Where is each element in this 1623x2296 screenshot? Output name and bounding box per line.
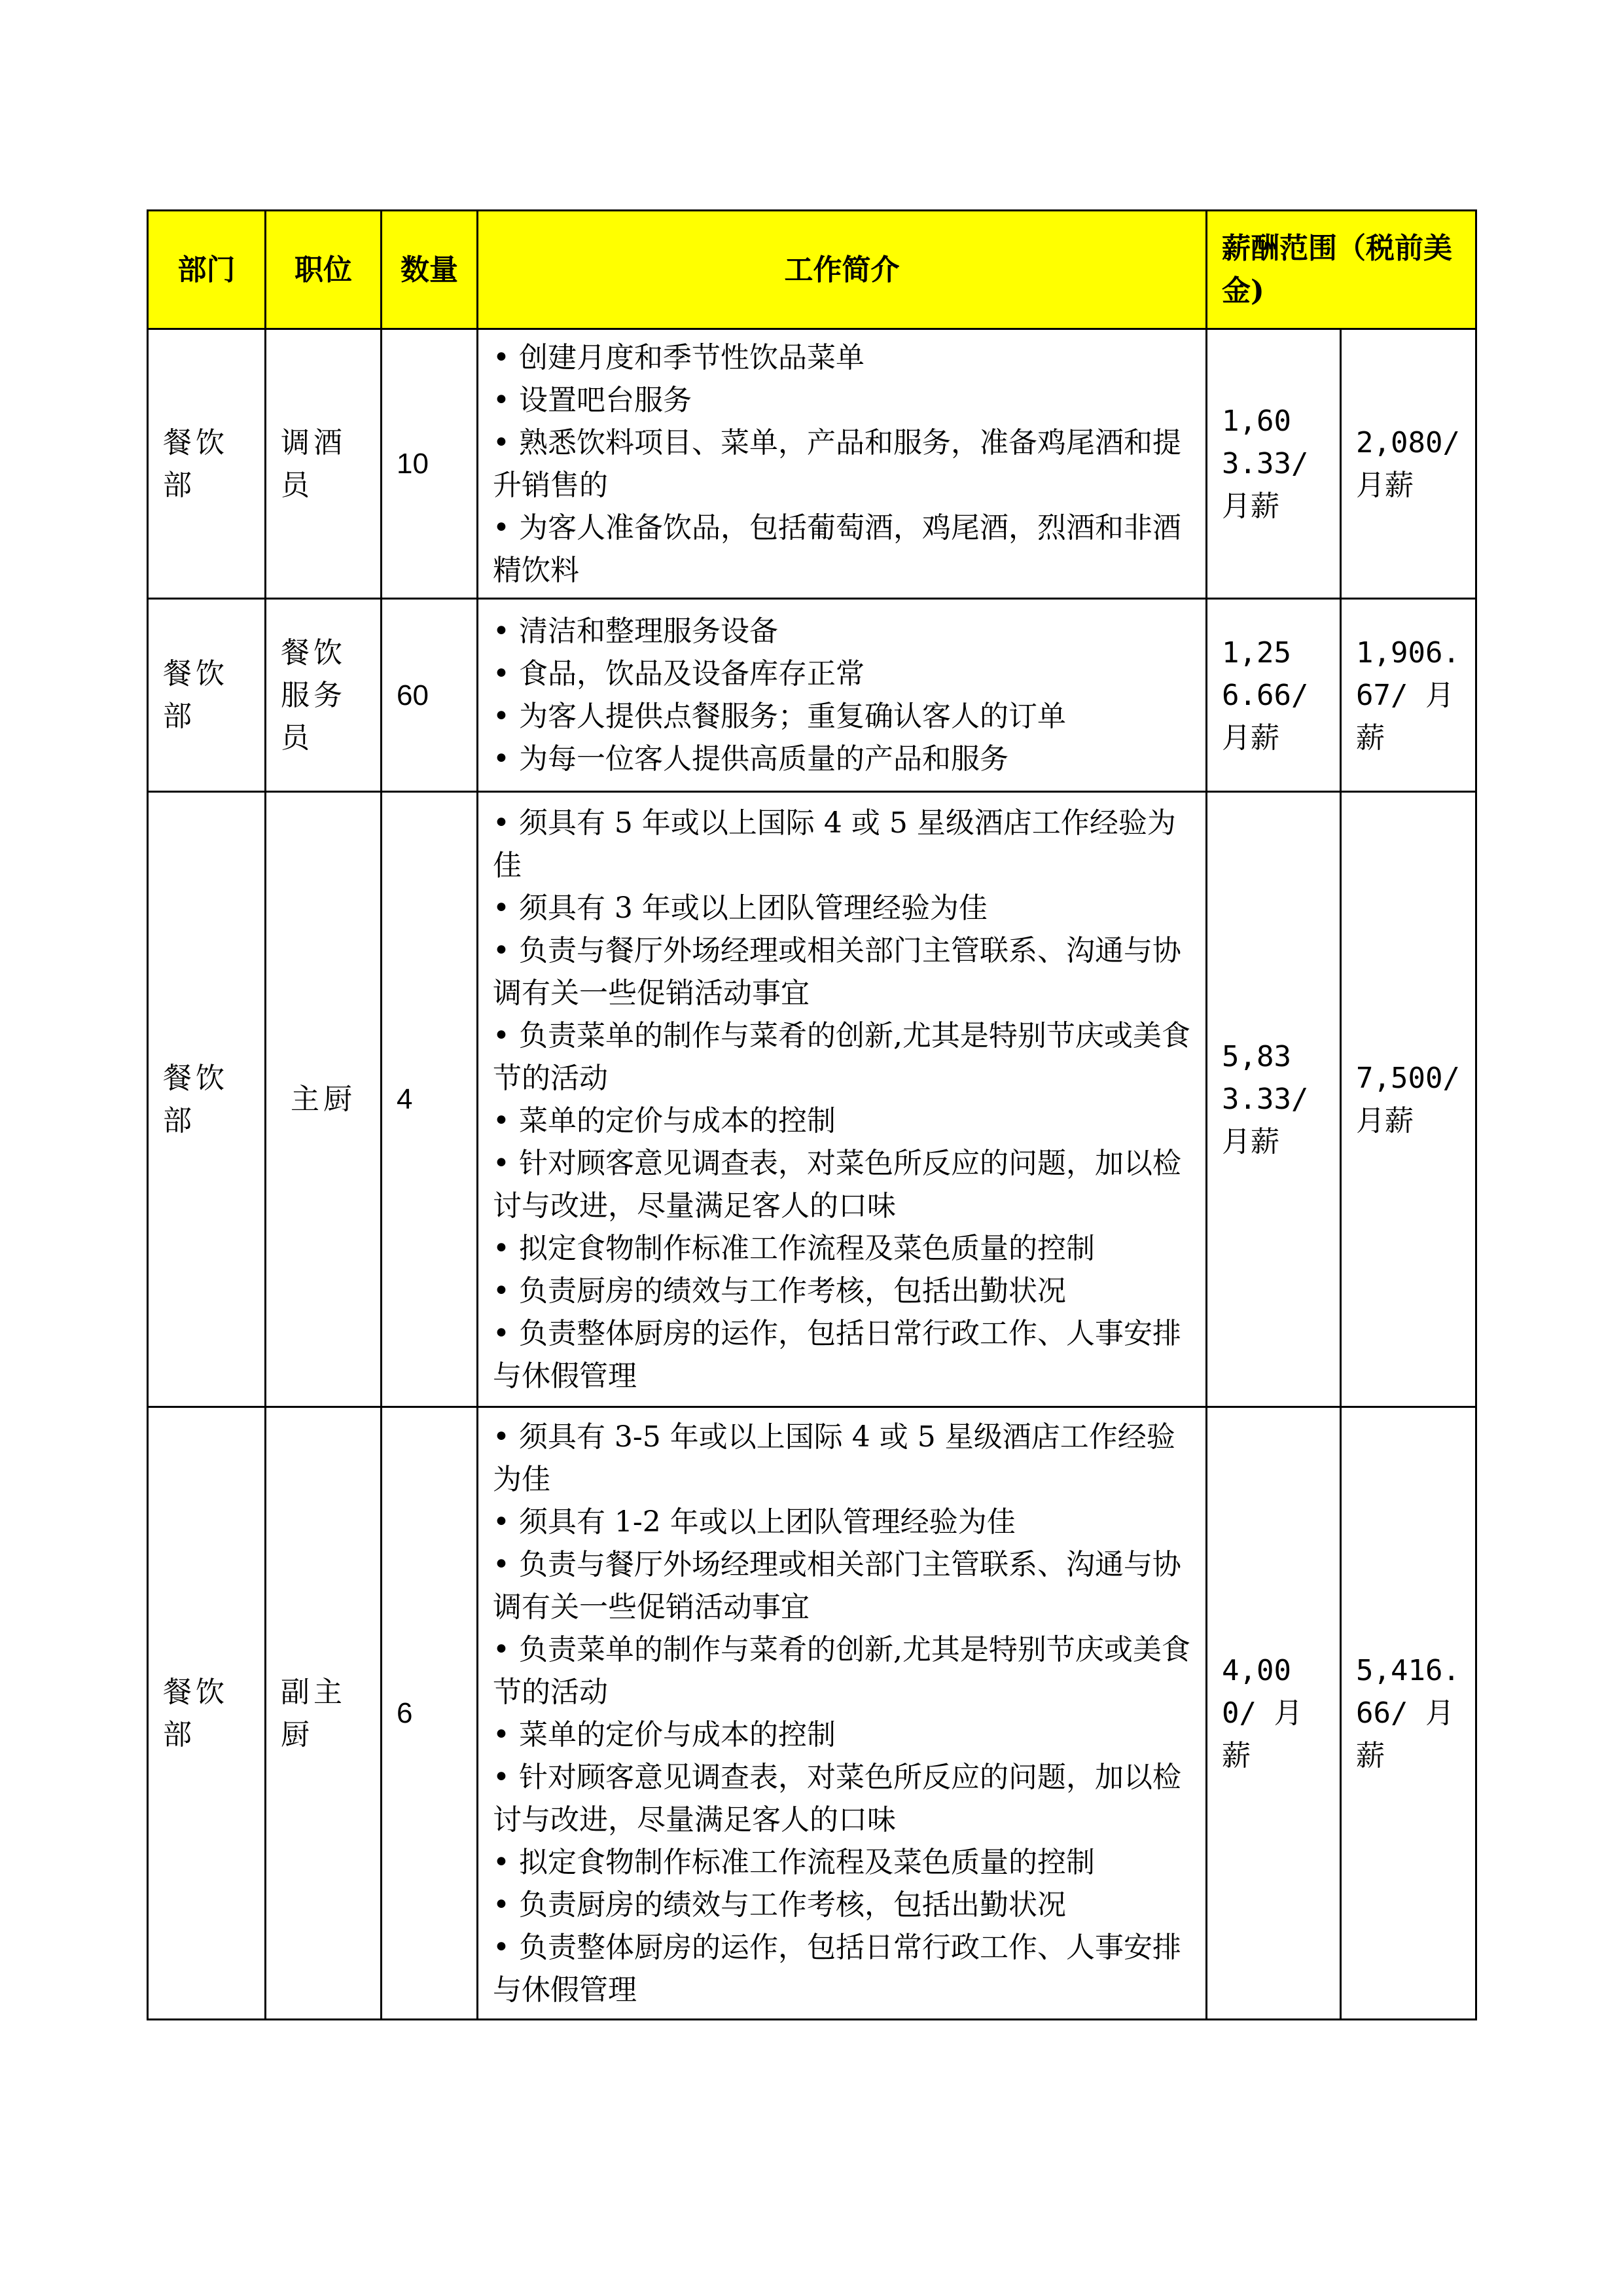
description-line: • 负责整体厨房的运作，包括日常行政工作、人事安排与休假管理 bbox=[493, 1930, 1181, 2007]
description-line: • 须具有 3-5 年或以上国际 4 或 5 星级酒店工作经验为佳 bbox=[493, 1420, 1175, 1496]
table-row bbox=[148, 329, 1476, 599]
description-line: • 拟定食物制作标准工作流程及菜色质量的控制 bbox=[493, 1845, 1095, 1879]
row-salary-max: 7,500/ 月薪 bbox=[1341, 792, 1476, 1407]
description-line: • 负责与餐厅外场经理或相关部门主管联系、沟通与协调有关一些促销活动事宜 bbox=[493, 933, 1181, 1010]
row-salary-min: 1,603.33/ 月薪 bbox=[1207, 329, 1341, 599]
description-line: • 须具有 1-2 年或以上团队管理经验为佳 bbox=[493, 1505, 1016, 1539]
row-salary-min: 1,256.66/ 月薪 bbox=[1207, 599, 1341, 792]
row-dept: 餐饮部 bbox=[148, 599, 266, 792]
row-dept: 餐饮部 bbox=[148, 329, 266, 599]
row-salary-max: 1,906.67/ 月薪 bbox=[1341, 599, 1476, 792]
row-position: 主厨 bbox=[266, 792, 382, 1407]
description-line: • 创建月度和季节性饮品菜单 bbox=[493, 340, 865, 374]
description-line: • 清洁和整理服务设备 bbox=[493, 615, 778, 648]
header-dept: 部门 bbox=[148, 211, 266, 329]
row-salary-min: 5,833.33/ 月薪 bbox=[1207, 792, 1341, 1407]
description-line: • 菜单的定价与成本的控制 bbox=[493, 1103, 836, 1138]
row-position: 副主厨 bbox=[266, 1407, 382, 2020]
description-line: • 拟定食物制作标准工作流程及菜色质量的控制 bbox=[493, 1231, 1095, 1265]
header-position: 职位 bbox=[266, 211, 382, 329]
row-count: 10 bbox=[382, 329, 478, 599]
header-count: 数量 bbox=[382, 211, 478, 329]
row-count: 60 bbox=[382, 599, 478, 792]
row-description bbox=[478, 599, 1207, 792]
header-description: 工作简介 bbox=[478, 211, 1207, 329]
row-count: 4 bbox=[382, 792, 478, 1407]
description-line: • 负责菜单的制作与菜肴的创新,尤其是特别节庆或美食节的活动 bbox=[493, 1018, 1190, 1095]
description-line: • 设置吧台服务 bbox=[493, 383, 692, 417]
description-line: • 为客人提供点餐服务；重复确认客人的订单 bbox=[493, 700, 1066, 733]
description-line: • 须具有 5 年或以上国际 4 或 5 星级酒店工作经验为佳 bbox=[493, 806, 1176, 882]
header-row bbox=[148, 211, 1476, 329]
description-line: • 为每一位客人提供高质量的产品和服务 bbox=[493, 742, 1008, 776]
description-line: • 负责整体厨房的运作，包括日常行政工作、人事安排与休假管理 bbox=[493, 1316, 1181, 1393]
description-line: • 菜单的定价与成本的控制 bbox=[493, 1717, 836, 1751]
description-line: • 针对顾客意见调查表，对菜色所反应的问题，加以检讨与改进，尽量满足客人的口味 bbox=[493, 1146, 1181, 1223]
description-line: • 食品，饮品及设备库存正常 bbox=[493, 657, 865, 691]
row-dept: 餐饮部 bbox=[148, 1407, 266, 2020]
header-salary: 薪酬范围（税前美金) bbox=[1207, 211, 1476, 329]
row-description bbox=[478, 1407, 1207, 2020]
description-line: • 针对顾客意见调查表，对菜色所反应的问题，加以检讨与改进，尽量满足客人的口味 bbox=[493, 1760, 1181, 1837]
row-salary-min: 4,000/ 月薪 bbox=[1207, 1407, 1341, 2020]
row-salary-max: 5,416.66/ 月薪 bbox=[1341, 1407, 1476, 2020]
description-line: • 熟悉饮料项目、菜单，产品和服务，准备鸡尾酒和提升销售的 bbox=[493, 425, 1181, 502]
row-salary-max: 2,080/ 月薪 bbox=[1341, 329, 1476, 599]
description-line: • 为客人准备饮品，包括葡萄酒，鸡尾酒，烈酒和非酒精饮料 bbox=[493, 511, 1181, 587]
row-position: 餐饮服务员 bbox=[266, 599, 382, 792]
table-row bbox=[148, 792, 1476, 1407]
job-table bbox=[147, 209, 1477, 2020]
description-line: • 负责菜单的制作与菜肴的创新,尤其是特别节庆或美食节的活动 bbox=[493, 1632, 1190, 1709]
description-line: • 须具有 3 年或以上团队管理经验为佳 bbox=[493, 891, 988, 925]
description-line: • 负责厨房的绩效与工作考核，包括出勤状况 bbox=[493, 1888, 1066, 1922]
table-row bbox=[148, 1407, 1476, 2020]
table-row bbox=[148, 599, 1476, 792]
row-description bbox=[478, 329, 1207, 599]
row-count: 6 bbox=[382, 1407, 478, 2020]
description-line: • 负责与餐厅外场经理或相关部门主管联系、沟通与协调有关一些促销活动事宜 bbox=[493, 1547, 1181, 1624]
row-description bbox=[478, 792, 1207, 1407]
description-line: • 负责厨房的绩效与工作考核，包括出勤状况 bbox=[493, 1274, 1066, 1308]
row-position: 调酒员 bbox=[266, 329, 382, 599]
row-dept: 餐饮部 bbox=[148, 792, 266, 1407]
